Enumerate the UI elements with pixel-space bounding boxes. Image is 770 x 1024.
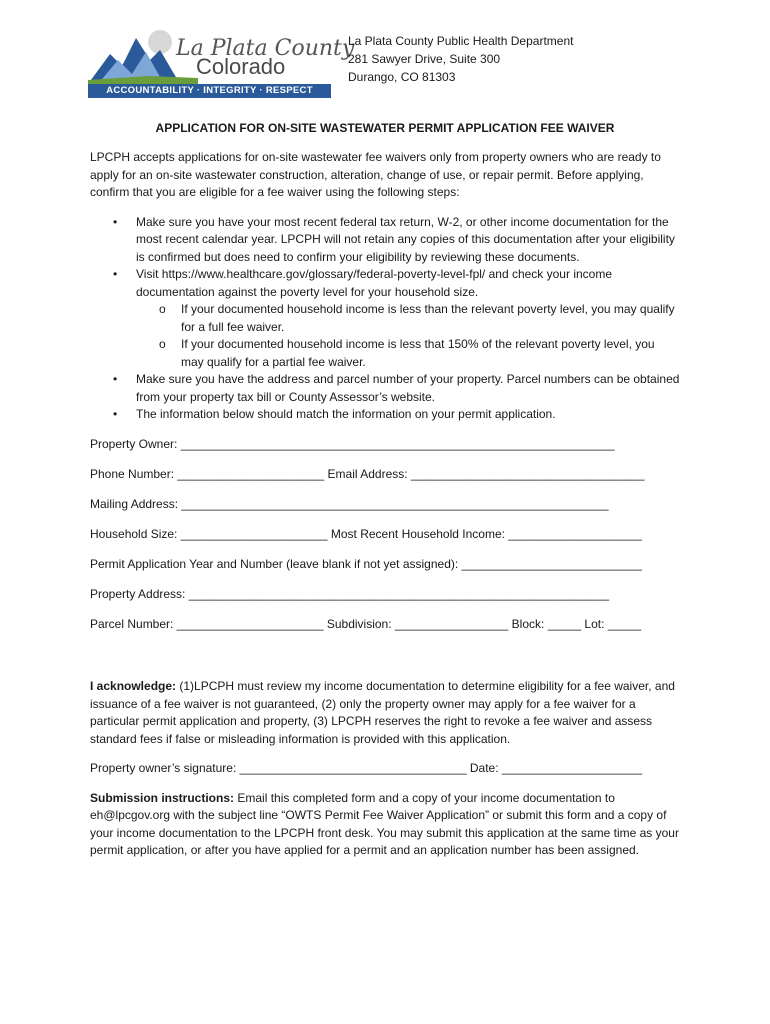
- logo-sub-text: Colorado: [196, 54, 286, 79]
- property-address-field[interactable]: Property Address: _______________________________________________________________: [90, 586, 610, 601]
- bullet-icon: •: [113, 267, 118, 281]
- submission-text: Email this completed form and a copy of your income documentation to eh@lpcgov.org with the subject line “OWTS Permit Fee Waiver Application” or submit this form and a copy of your income documentation to the LPCPH front desk. You may submit this application at the same time as your permit application, or after you have applied for a permit and an application number has been assigned.: [90, 790, 679, 857]
- step-item: [90, 406, 680, 424]
- eligibility-steps: [90, 214, 680, 424]
- bullet-icon: •: [113, 372, 118, 386]
- step-item: [90, 214, 680, 267]
- acknowledgement-paragraph: [90, 678, 680, 748]
- address-line-3: Durango, CO 81303: [348, 70, 456, 84]
- household-field[interactable]: Household Size: ______________________ Most Recent Household Income: ____________________: [90, 526, 642, 541]
- address-line-1: La Plata County Public Health Department: [348, 34, 574, 48]
- county-logo: [88, 26, 355, 100]
- step-item: [90, 266, 680, 371]
- phone-email-field[interactable]: Phone Number: ______________________ Email Address: ___________________________________: [90, 466, 645, 481]
- sub-step-item: [136, 336, 680, 371]
- sub-step-text: If your documented household income is less than the relevant poverty level, you may qualify for a full fee waiver.: [181, 302, 675, 334]
- property-owner-field[interactable]: Property Owner: _________________________________________________________________: [90, 436, 615, 451]
- form-fields: [90, 436, 680, 634]
- logo-script-text: La Plata County: [176, 36, 355, 61]
- bullet-icon: •: [113, 407, 118, 421]
- step-text: Make sure you have your most recent federal tax return, W-2, or other income documentation for the most recent calendar year. LPCPH will not retain any copies of this documentation after your eligibility is confirmed but does need to confirm your eligibility by reviewing these documents.: [136, 214, 675, 264]
- submission-label: Submission instructions:: [90, 790, 235, 805]
- intro-paragraph: LPCPH accepts applications for on-site wastewater fee waivers only from property owners who are ready to apply for an on-site wastewater construction, alteration, change of use, or repair permit. Before applying, confirm that you are eligible for a fee waiver using the following steps:: [90, 150, 661, 199]
- sub-bullet-icon: o: [159, 337, 166, 351]
- step-text: The information below should match the information on your permit application.: [136, 407, 556, 421]
- step-text: Make sure you have the address and parcel number of your property. Parcel numbers can be obtained from your property tax bill or County Assessor’s website.: [136, 372, 680, 404]
- sub-bullet-icon: o: [159, 302, 166, 316]
- step-item: [90, 371, 680, 406]
- parcel-field[interactable]: Parcel Number: ______________________ Subdivision: _________________ Block: _____ Lot: _____: [90, 616, 642, 631]
- submission-paragraph: [90, 790, 680, 860]
- address-line-2: 281 Sawyer Drive, Suite 300: [348, 52, 501, 66]
- mailing-address-field[interactable]: Mailing Address: ________________________________________________________________: [90, 496, 609, 511]
- sub-steps: [136, 301, 680, 371]
- document-title: APPLICATION FOR ON-SITE WASTEWATER PERMIT APPLICATION FEE WAIVER: [155, 121, 615, 135]
- department-address: [348, 32, 573, 86]
- acknowledgement-text: (1)LPCPH must review my income documentation to determine eligibility for a fee waiver, and issuance of a fee waiver is not guaranteed, (2) only the property owner may apply for a fee waiver for a particular permit application and property, (3) LPCPH reserves the right to revoke a fee waiver and assess standard fees if false or misleading information is provided with this application.: [90, 679, 675, 746]
- step-text: Visit https://www.healthcare.gov/glossary/federal-poverty-level-fpl/ and check your income documentation against the poverty level for your household size.: [136, 267, 612, 299]
- logo-banner: ACCOUNTABILITY · INTEGRITY · RESPECT: [88, 84, 331, 98]
- acknowledgement-label: I acknowledge:: [90, 679, 177, 693]
- signature-field[interactable]: Property owner’s signature: __________________________________ Date: _____________________: [90, 761, 643, 775]
- document-body: [90, 149, 680, 860]
- sub-step-item: [136, 301, 680, 336]
- bullet-icon: •: [113, 214, 118, 229]
- sub-step-text: If your documented household income is less that 150% of the relevant poverty level, you may qualify for a partial fee waiver.: [181, 337, 655, 369]
- permit-application-field[interactable]: Permit Application Year and Number (leave blank if not yet assigned): ___________________________: [90, 556, 642, 571]
